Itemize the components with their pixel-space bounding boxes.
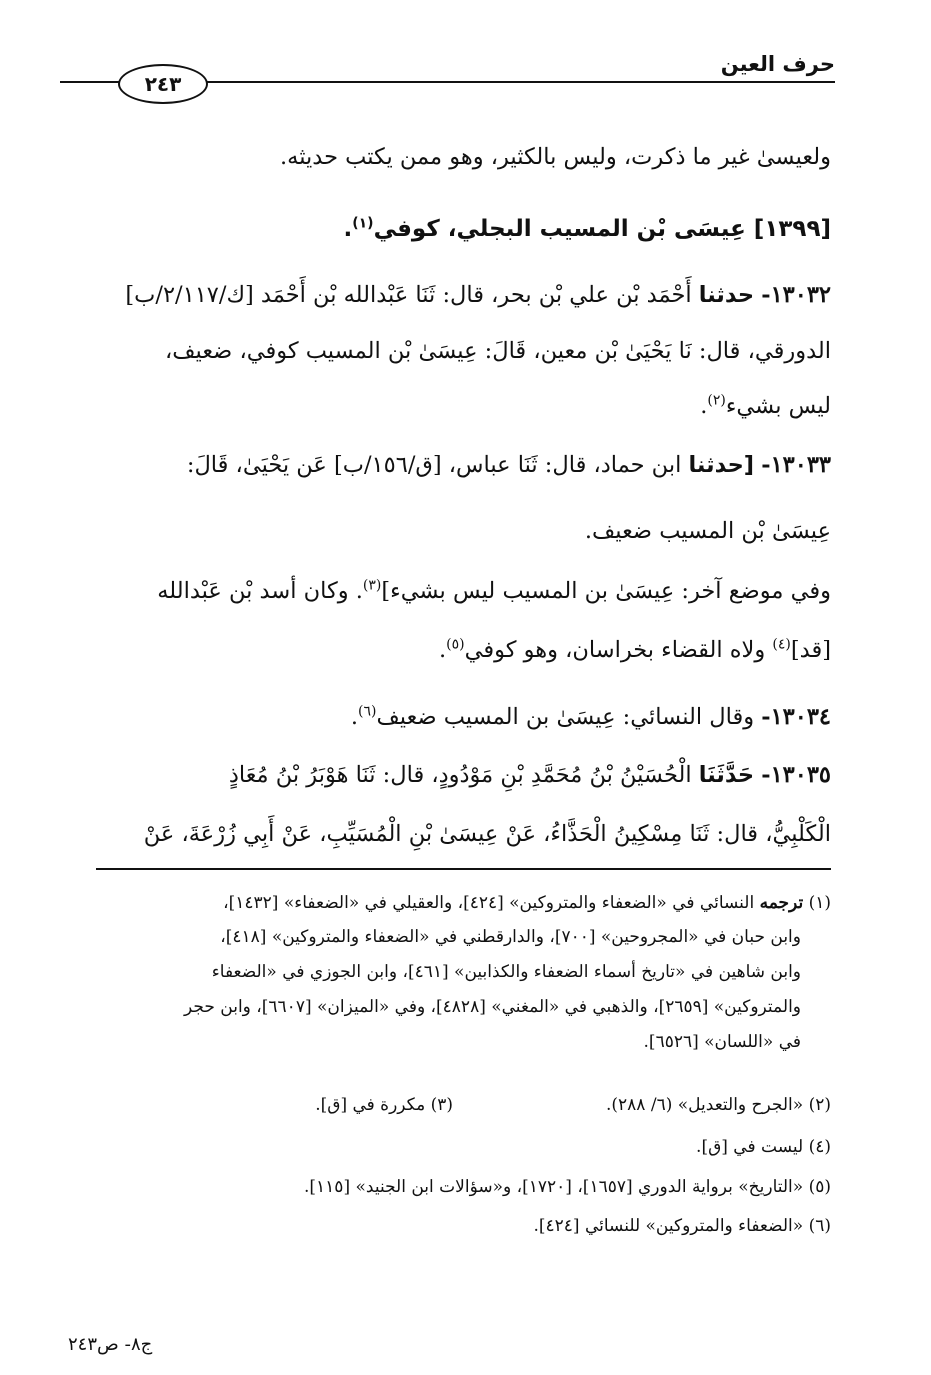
- hadith-number: ١٣٠٣٣-: [761, 452, 831, 478]
- running-title: حرف العين: [720, 52, 835, 76]
- hadith-keyword: حدثنا: [698, 282, 755, 308]
- other-text: [قد]: [790, 637, 831, 663]
- other-place-line-1: [61, 578, 831, 605]
- other-text: . وكان أسد بْن عَبْدالله: [157, 578, 363, 604]
- hadith-13033-line-1: [61, 452, 831, 479]
- footnote-1-line-4: والمتروكين» [٢٦٥٩]، والذهبي في «المغني» [٤٨٢٨]، وفي «الميزان» [٦٦٠٧]، وابن حجر: [184, 997, 801, 1017]
- hadith-text: ليس بشيء: [725, 393, 831, 419]
- entry-heading-period: .: [343, 216, 353, 242]
- footnote-3: (٣) مكررة في [ق].: [315, 1095, 453, 1115]
- hadith-13035-line-2: الْكَلْبِيُّ، قال: ثَنَا مِسْكِينُ الْحَذَّاءُ، عَنْ عِيسَىٰ بْنِ الْمُسَيِّبِ، عَنْ أَبِي زُرْعَةَ، عَنْ: [143, 821, 831, 847]
- other-place-line-2: [61, 637, 831, 664]
- hadith-keyword: حَدَّثَنَا: [698, 762, 755, 788]
- page-number-badge: [118, 64, 208, 104]
- hadith-number: ١٣٠٣٥-: [761, 762, 831, 788]
- entry-heading-text: [١٣٩٩] عِيسَى بْن المسيب البجلي، كوفي: [373, 216, 831, 242]
- intro-paragraph: ولعيسىٰ غير ما ذكرت، وليس بالكثير، وهو ممن يكتب حديثه.: [280, 144, 831, 170]
- footnote-6: (٦) «الضعفاء والمتروكين» للنسائي [٤٢٤].: [533, 1216, 831, 1236]
- footnote-ref-3: (٣): [362, 577, 382, 594]
- hadith-number: ١٣٠٣٢-: [761, 282, 831, 308]
- period: .: [700, 393, 708, 419]
- footnote-label: (١): [808, 893, 831, 913]
- other-text: وفي موضع آخر: عِيسَىٰ بن المسيب ليس بشيء]: [381, 578, 831, 604]
- period: .: [350, 704, 359, 730]
- hadith-13032-line-2: الدورقي، قال: نَا يَحْيَىٰ بْن معين، قَالَ: عِيسَىٰ بْن المسيب كوفي، ضعيف،: [164, 338, 831, 364]
- footnote-5: (٥) «التاريخ» برواية الدوري [١٦٥٧]، [١٧٢٠]، و«سؤالات ابن الجنيد» [١١٥].: [304, 1177, 831, 1197]
- footnote-keyword: ترجمه: [759, 893, 804, 913]
- footnote-1-line-5: في «اللسان» [٦٥٢٦].: [643, 1032, 801, 1052]
- footnote-2: (٢) «الجرح والتعديل» (٦/ ٢٨٨).: [606, 1095, 831, 1115]
- hadith-keyword: [حدثنا: [688, 452, 755, 478]
- printer-signature: ج٨- ص٢٤٣: [68, 1334, 153, 1355]
- hadith-13033-line-2: عِيسَىٰ بْن المسيب ضعيف.: [584, 518, 831, 544]
- entry-heading: [61, 214, 831, 244]
- period: .: [438, 637, 447, 663]
- hadith-13034: [61, 704, 831, 731]
- footnote-text: النسائي في «الضعفاء والمتروكين» [٤٢٤]، والعقيلي في «الضعفاء» [١٤٣٢]،: [223, 893, 755, 913]
- footnote-4: (٤) ليست في [ق].: [696, 1137, 831, 1157]
- hadith-text: ابن حماد، قال: ثَنَا عباس، [ق/١٥٦/ب] عَن يَحْيَىٰ، قَالَ:: [186, 452, 682, 478]
- footnote-ref-5: (٥): [446, 636, 465, 653]
- hadith-number: ١٣٠٣٤-: [761, 704, 831, 730]
- hadith-text: الْحُسَيْنُ بْنُ مُحَمَّدِ بْنِ مَوْدُودٍ، قال: ثَنَا هَوْبَرُ بْنُ مُعَاذٍ: [228, 762, 692, 788]
- footnote-1-line-2: وابن حبان في «المجروحين» [٧٠٠]، والدارقطني في «الضعفاء والمتروكين» [٤١٨]،: [220, 927, 801, 947]
- footnote-ref-2: (٢): [707, 392, 726, 409]
- hadith-text: وقال النسائي: عِيسَىٰ بن المسيب ضعيف: [376, 704, 755, 730]
- footnote-1-line-1: [101, 892, 831, 914]
- hadith-13035-line-1: [61, 762, 831, 789]
- hadith-13032-line-1: [61, 282, 831, 309]
- page-number: ٢٤٣: [144, 72, 182, 96]
- other-text: ولاه القضاء بخراسان، وهو كوفي: [464, 637, 773, 663]
- footnote-ref-6: (٦): [358, 703, 377, 720]
- footnote-ref-4: (٤): [772, 636, 791, 653]
- footnotes-2-3-row: [101, 1094, 831, 1120]
- footnote-1-line-3: وابن شاهين في «تاريخ أسماء الضعفاء والكذابين» [٤٦١]، وابن الجوزي في «الضعفاء: [211, 962, 801, 982]
- hadith-13032-line-3: [61, 393, 831, 420]
- footnotes-rule: [96, 868, 831, 870]
- hadith-text: أَحْمَد بْن علي بْن بحر، قال: ثَنَا عَبْدالله بْن أَحْمَد [ك/٢/١١٧/ب]: [125, 282, 692, 308]
- footnote-ref-1: (١): [352, 215, 374, 232]
